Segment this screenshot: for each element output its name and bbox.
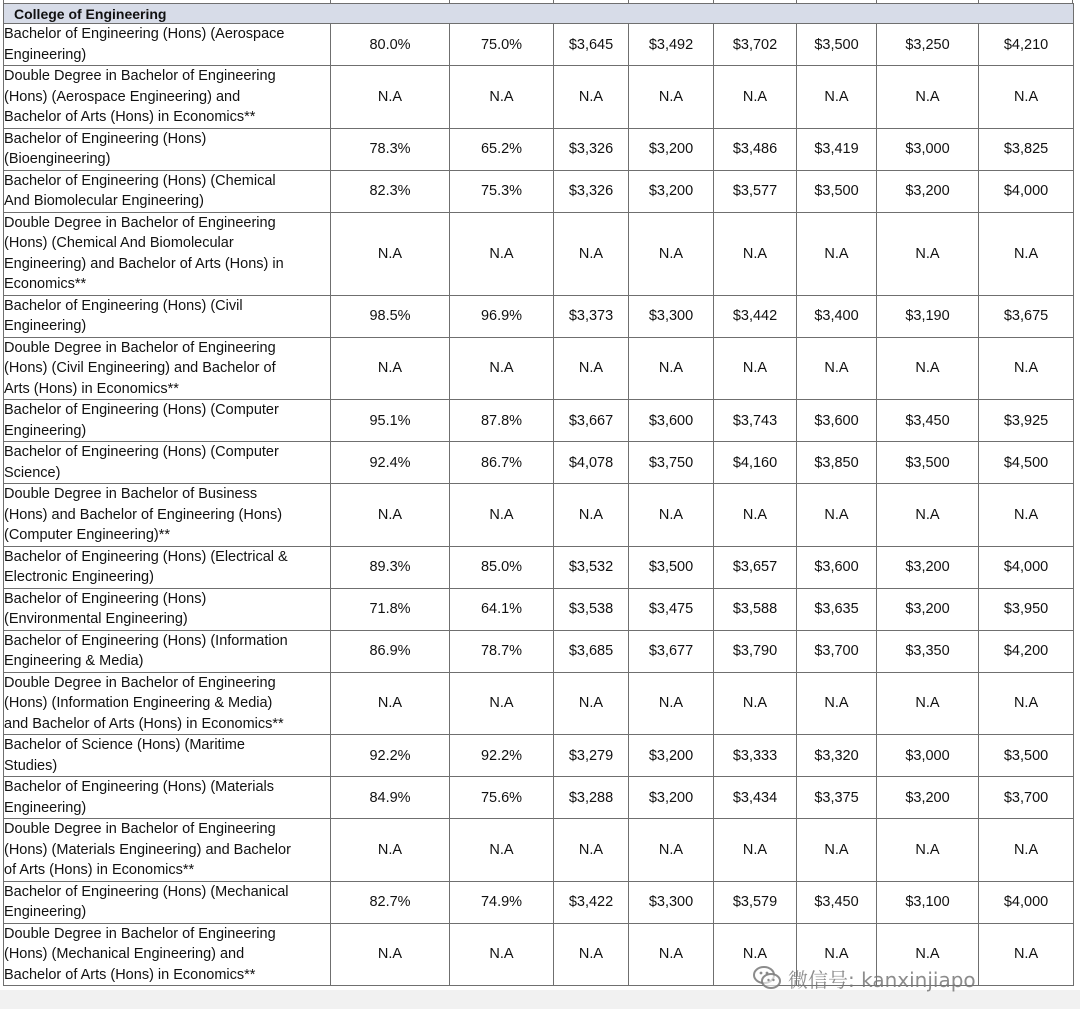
- value-cell: N.A: [629, 337, 714, 400]
- value-cell: N.A: [629, 66, 714, 129]
- value-cell: N.A: [629, 672, 714, 735]
- value-cell: N.A: [450, 212, 554, 295]
- table-row: [4, 295, 1074, 337]
- value-cell: $3,500: [797, 170, 877, 212]
- value-cell: N.A: [554, 923, 629, 986]
- program-name-line: Bachelor of Engineering (Hons) (Civil: [4, 297, 243, 314]
- program-name-line: Engineering): [4, 422, 87, 439]
- value-cell: 92.4%: [331, 442, 450, 484]
- value-cell: N.A: [554, 484, 629, 547]
- value-cell: $3,588: [714, 588, 797, 630]
- value-cell: $4,000: [979, 881, 1074, 923]
- value-cell: $3,375: [797, 777, 877, 819]
- value-cell: $3,486: [714, 128, 797, 170]
- value-cell: $3,200: [629, 128, 714, 170]
- value-cell: 80.0%: [331, 24, 450, 66]
- program-name-line: Studies): [4, 757, 58, 774]
- value-cell: N.A: [554, 212, 629, 295]
- program-name-line: Bachelor of Engineering (Hons): [4, 130, 207, 147]
- program-name-line: Engineering) and Bachelor of Arts (Hons) in: [4, 255, 284, 272]
- value-cell: N.A: [714, 819, 797, 882]
- program-name-line: Bachelor of Engineering (Hons): [4, 590, 207, 607]
- value-cell: 86.9%: [331, 630, 450, 672]
- table-row: [4, 400, 1074, 442]
- value-cell: N.A: [797, 819, 877, 882]
- value-cell: N.A: [554, 819, 629, 882]
- value-cell: N.A: [714, 484, 797, 547]
- value-cell: 96.9%: [450, 295, 554, 337]
- table-row: [4, 672, 1074, 735]
- program-name-cell: [4, 630, 331, 672]
- value-cell: $4,000: [979, 546, 1074, 588]
- program-name-line: Bachelor of Engineering (Hons) (Aerospace: [4, 26, 285, 42]
- value-cell: N.A: [629, 212, 714, 295]
- value-cell: $3,579: [714, 881, 797, 923]
- value-cell: $3,200: [629, 170, 714, 212]
- value-cell: 89.3%: [331, 546, 450, 588]
- value-cell: $3,000: [877, 735, 979, 777]
- value-cell: N.A: [797, 923, 877, 986]
- program-name-line: Electronic Engineering): [4, 569, 154, 585]
- program-name-line: Economics**: [4, 276, 87, 292]
- table-row: [4, 212, 1074, 295]
- table-row: [4, 819, 1074, 882]
- value-cell: $3,373: [554, 295, 629, 337]
- value-cell: $3,100: [877, 881, 979, 923]
- value-cell: N.A: [877, 66, 979, 129]
- value-cell: N.A: [979, 337, 1074, 400]
- value-cell: $3,532: [554, 546, 629, 588]
- value-cell: $3,850: [797, 442, 877, 484]
- value-cell: N.A: [714, 66, 797, 129]
- value-cell: N.A: [331, 212, 450, 295]
- program-name-cell: [4, 881, 331, 923]
- value-cell: $3,288: [554, 777, 629, 819]
- value-cell: 85.0%: [450, 546, 554, 588]
- program-name-cell: [4, 588, 331, 630]
- value-cell: 87.8%: [450, 400, 554, 442]
- value-cell: 75.0%: [450, 24, 554, 66]
- program-name-line: (Hons) (Materials Engineering) and Bachelor: [4, 841, 291, 858]
- value-cell: N.A: [450, 672, 554, 735]
- value-cell: $3,000: [877, 128, 979, 170]
- value-cell: N.A: [714, 212, 797, 295]
- program-name-cell: [4, 735, 331, 777]
- program-name-cell: [4, 819, 331, 882]
- program-name-line: Double Degree in Bachelor of Engineering: [4, 821, 276, 837]
- value-cell: N.A: [450, 923, 554, 986]
- value-cell: 86.7%: [450, 442, 554, 484]
- value-cell: N.A: [714, 672, 797, 735]
- program-name-cell: [4, 923, 331, 986]
- value-cell: $3,677: [629, 630, 714, 672]
- value-cell: $3,667: [554, 400, 629, 442]
- table-row: [4, 588, 1074, 630]
- value-cell: 75.3%: [450, 170, 554, 212]
- program-name-cell: [4, 442, 331, 484]
- value-cell: N.A: [877, 484, 979, 547]
- value-cell: $3,419: [797, 128, 877, 170]
- value-cell: N.A: [554, 337, 629, 400]
- value-cell: N.A: [331, 337, 450, 400]
- value-cell: $3,326: [554, 128, 629, 170]
- value-cell: $4,078: [554, 442, 629, 484]
- value-cell: 75.6%: [450, 777, 554, 819]
- value-cell: $3,450: [877, 400, 979, 442]
- table-row: [4, 442, 1074, 484]
- value-cell: $3,279: [554, 735, 629, 777]
- value-cell: 82.3%: [331, 170, 450, 212]
- program-name-line: Engineering): [4, 46, 87, 63]
- value-cell: $4,200: [979, 630, 1074, 672]
- value-cell: 92.2%: [331, 735, 450, 777]
- value-cell: $4,500: [979, 442, 1074, 484]
- program-name-line: Bachelor of Engineering (Hons) (Mechanical: [4, 883, 289, 900]
- value-cell: N.A: [797, 484, 877, 547]
- value-cell: $3,200: [877, 170, 979, 212]
- program-name-line: Engineering): [4, 799, 87, 816]
- program-name-line: Bachelor of Engineering (Hons) (Chemical: [4, 172, 276, 189]
- value-cell: N.A: [714, 337, 797, 400]
- program-name-cell: [4, 295, 331, 337]
- value-cell: $3,200: [629, 735, 714, 777]
- value-cell: N.A: [450, 819, 554, 882]
- value-cell: $3,422: [554, 881, 629, 923]
- program-name-line: Double Degree in Bachelor of Engineering: [4, 674, 276, 691]
- program-name-line: (Hons) (Chemical And Biomolecular: [4, 235, 234, 251]
- value-cell: N.A: [331, 819, 450, 882]
- value-cell: 82.7%: [331, 881, 450, 923]
- value-cell: $3,434: [714, 777, 797, 819]
- value-cell: N.A: [979, 672, 1074, 735]
- value-cell: $3,635: [797, 588, 877, 630]
- program-name-line: Bachelor of Science (Hons) (Maritime: [4, 737, 245, 753]
- value-cell: $3,600: [629, 400, 714, 442]
- value-cell: $3,492: [629, 24, 714, 66]
- value-cell: N.A: [979, 66, 1074, 129]
- value-cell: $3,200: [877, 546, 979, 588]
- program-name-line: (Hons) and Bachelor of Engineering (Hons): [4, 506, 283, 523]
- value-cell: 74.9%: [450, 881, 554, 923]
- table-row: [4, 128, 1074, 170]
- program-name-cell: [4, 66, 331, 129]
- wechat-icon: [752, 965, 782, 991]
- value-cell: N.A: [450, 66, 554, 129]
- value-cell: $3,500: [629, 546, 714, 588]
- watermark: [752, 962, 976, 994]
- value-cell: $3,825: [979, 128, 1074, 170]
- program-name-line: Double Degree in Bachelor of Business: [4, 486, 258, 502]
- watermark-text: 微信号: kanxinjiapo: [788, 967, 976, 992]
- value-cell: $3,200: [877, 588, 979, 630]
- program-name-line: Bachelor of Arts (Hons) in Economics**: [4, 109, 256, 125]
- value-cell: N.A: [554, 66, 629, 129]
- program-name-cell: [4, 777, 331, 819]
- value-cell: $3,950: [979, 588, 1074, 630]
- value-cell: N.A: [877, 212, 979, 295]
- program-name-line: of Arts (Hons) in Economics**: [4, 862, 195, 878]
- value-cell: $3,577: [714, 170, 797, 212]
- value-cell: $3,200: [629, 777, 714, 819]
- value-cell: N.A: [331, 484, 450, 547]
- value-cell: N.A: [629, 923, 714, 986]
- table-row: [4, 777, 1074, 819]
- value-cell: $3,685: [554, 630, 629, 672]
- salary-table: [3, 3, 1074, 992]
- table-row: [4, 546, 1074, 588]
- program-name-cell: [4, 212, 331, 295]
- value-cell: N.A: [877, 819, 979, 882]
- value-cell: $3,300: [629, 295, 714, 337]
- program-name-line: Bachelor of Engineering (Hons) (Electrical &: [4, 548, 288, 565]
- value-cell: N.A: [877, 337, 979, 400]
- table-row: [4, 484, 1074, 547]
- program-name-cell: [4, 484, 331, 547]
- value-cell: $3,702: [714, 24, 797, 66]
- program-name-cell: [4, 128, 331, 170]
- value-cell: $3,450: [797, 881, 877, 923]
- value-cell: $3,320: [797, 735, 877, 777]
- value-cell: $3,250: [877, 24, 979, 66]
- value-cell: $3,300: [629, 881, 714, 923]
- table-row: [4, 66, 1074, 129]
- value-cell: $3,700: [979, 777, 1074, 819]
- value-cell: $3,190: [877, 295, 979, 337]
- value-cell: 92.2%: [450, 735, 554, 777]
- program-name-line: (Hons) (Civil Engineering) and Bachelor of: [4, 360, 276, 376]
- program-name-cell: [4, 170, 331, 212]
- section-title: College of Engineering: [4, 4, 1074, 24]
- value-cell: N.A: [877, 672, 979, 735]
- value-cell: $3,750: [629, 442, 714, 484]
- value-cell: $3,500: [797, 24, 877, 66]
- value-cell: N.A: [554, 672, 629, 735]
- program-name-line: Science): [4, 464, 61, 481]
- value-cell: $3,538: [554, 588, 629, 630]
- value-cell: $3,442: [714, 295, 797, 337]
- value-cell: $3,600: [797, 546, 877, 588]
- program-name-line: Double Degree in Bachelor of Engineering: [4, 68, 276, 84]
- value-cell: $3,333: [714, 735, 797, 777]
- table-row: [4, 24, 1074, 66]
- program-name-line: Engineering): [4, 318, 87, 334]
- value-cell: N.A: [797, 337, 877, 400]
- value-cell: 84.9%: [331, 777, 450, 819]
- program-name-cell: [4, 337, 331, 400]
- value-cell: $3,500: [877, 442, 979, 484]
- value-cell: $3,645: [554, 24, 629, 66]
- value-cell: $4,000: [979, 170, 1074, 212]
- program-name-line: Double Degree in Bachelor of Engineering: [4, 214, 276, 231]
- program-name-line: and Bachelor of Arts (Hons) in Economics**: [4, 715, 284, 732]
- value-cell: 71.8%: [331, 588, 450, 630]
- table-row: [4, 881, 1074, 923]
- program-name-line: Engineering): [4, 904, 87, 920]
- program-name-line: Bachelor of Engineering (Hons) (Materials: [4, 779, 274, 795]
- program-name-line: (Environmental Engineering): [4, 611, 188, 627]
- section-header-row: [4, 4, 1074, 24]
- program-name-line: (Hons) (Information Engineering & Media): [4, 695, 273, 711]
- program-name-line: Double Degree in Bachelor of Engineering: [4, 925, 276, 942]
- program-name-cell: [4, 546, 331, 588]
- value-cell: 64.1%: [450, 588, 554, 630]
- table-row: [4, 630, 1074, 672]
- program-name-line: Engineering & Media): [4, 653, 144, 669]
- program-name-line: Bachelor of Engineering (Hons) (Computer: [4, 444, 279, 460]
- value-cell: 65.2%: [450, 128, 554, 170]
- value-cell: $3,326: [554, 170, 629, 212]
- value-cell: N.A: [714, 923, 797, 986]
- table-row: [4, 337, 1074, 400]
- value-cell: N.A: [331, 66, 450, 129]
- value-cell: $3,700: [797, 630, 877, 672]
- program-name-cell: [4, 672, 331, 735]
- table-body: [4, 4, 1074, 993]
- value-cell: N.A: [797, 66, 877, 129]
- value-cell: $3,350: [877, 630, 979, 672]
- value-cell: $3,743: [714, 400, 797, 442]
- value-cell: N.A: [797, 672, 877, 735]
- program-name-line: Double Degree in Bachelor of Engineering: [4, 339, 276, 356]
- value-cell: $3,200: [877, 777, 979, 819]
- value-cell: $3,400: [797, 295, 877, 337]
- program-name-cell: [4, 400, 331, 442]
- value-cell: $3,657: [714, 546, 797, 588]
- value-cell: N.A: [450, 337, 554, 400]
- value-cell: 98.5%: [331, 295, 450, 337]
- program-name-line: Arts (Hons) in Economics**: [4, 380, 179, 397]
- value-cell: N.A: [331, 923, 450, 986]
- value-cell: N.A: [629, 484, 714, 547]
- value-cell: $4,160: [714, 442, 797, 484]
- program-name-line: (Computer Engineering)**: [4, 527, 171, 543]
- program-name-cell: [4, 24, 331, 66]
- program-name-line: Bachelor of Engineering (Hons) (Computer: [4, 402, 279, 418]
- program-name-line: And Biomolecular Engineering): [4, 193, 204, 209]
- value-cell: 95.1%: [331, 400, 450, 442]
- value-cell: N.A: [797, 212, 877, 295]
- value-cell: 78.3%: [331, 128, 450, 170]
- value-cell: $3,675: [979, 295, 1074, 337]
- value-cell: $3,790: [714, 630, 797, 672]
- value-cell: N.A: [979, 923, 1074, 986]
- value-cell: $3,500: [979, 735, 1074, 777]
- value-cell: 78.7%: [450, 630, 554, 672]
- table-row: [4, 170, 1074, 212]
- value-cell: $3,600: [797, 400, 877, 442]
- program-name-line: (Hons) (Mechanical Engineering) and: [4, 946, 245, 962]
- value-cell: $3,925: [979, 400, 1074, 442]
- value-cell: N.A: [979, 484, 1074, 547]
- program-name-line: Bachelor of Engineering (Hons) (Information: [4, 632, 288, 649]
- value-cell: N.A: [979, 212, 1074, 295]
- value-cell: N.A: [331, 672, 450, 735]
- table-row: [4, 735, 1074, 777]
- value-cell: $3,475: [629, 588, 714, 630]
- value-cell: N.A: [979, 819, 1074, 882]
- program-name-line: (Bioengineering): [4, 151, 111, 167]
- value-cell: N.A: [450, 484, 554, 547]
- program-name-line: (Hons) (Aerospace Engineering) and: [4, 88, 241, 105]
- program-name-line: Bachelor of Arts (Hons) in Economics**: [4, 966, 256, 983]
- value-cell: $4,210: [979, 24, 1074, 66]
- value-cell: N.A: [877, 923, 979, 986]
- value-cell: N.A: [629, 819, 714, 882]
